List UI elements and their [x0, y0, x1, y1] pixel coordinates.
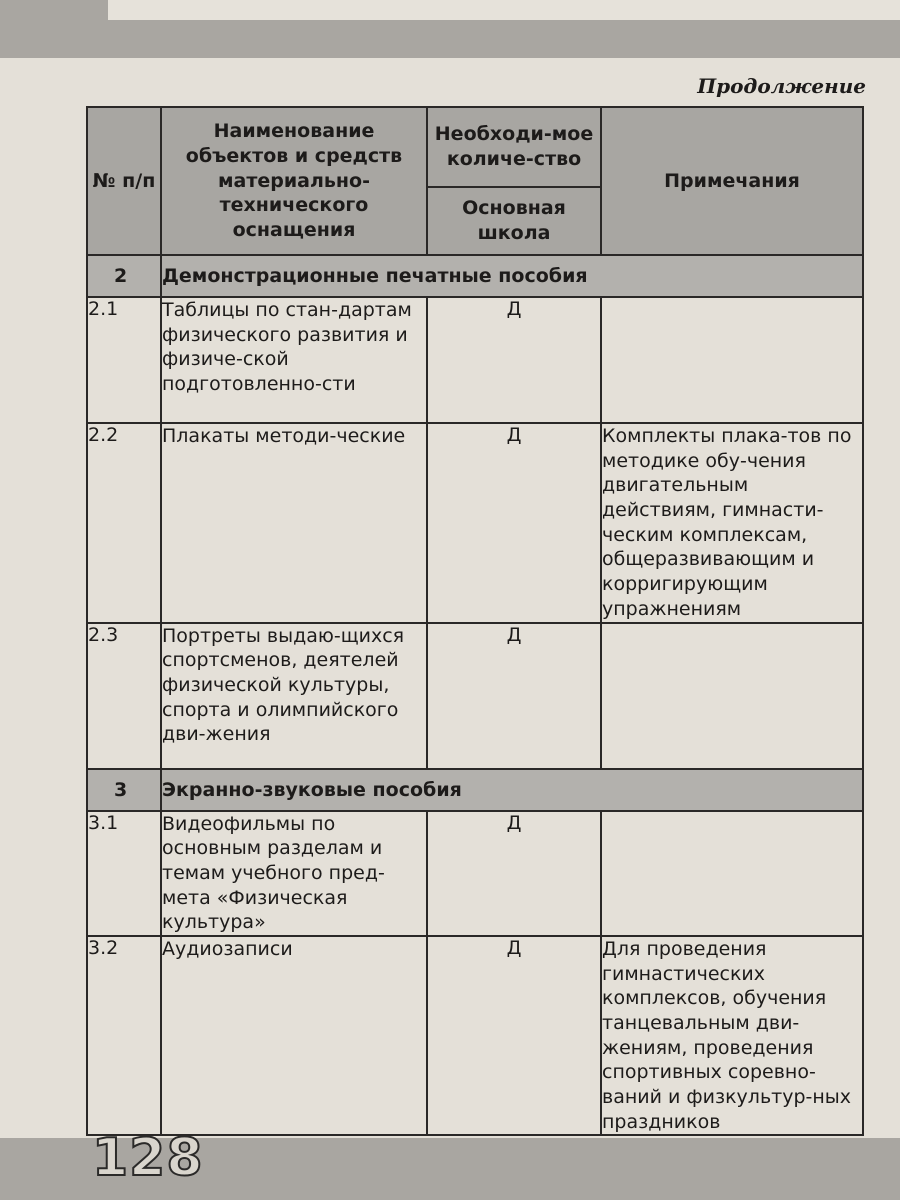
row-name: Портреты выдаю-щихся спортсменов, деятелей физической культуры, спорта и олимпийского дви-жения: [161, 623, 427, 769]
row-qty: Д: [427, 423, 601, 623]
continued-label: Продолжение: [697, 74, 866, 98]
row-note: [601, 811, 863, 936]
row-num: 3.1: [87, 811, 161, 936]
table-row: [87, 936, 863, 1136]
header-name: Наименование объектов и средств материально-технического оснащения: [161, 107, 427, 255]
header-num: № п/п: [87, 107, 161, 255]
table-row: [87, 297, 863, 423]
row-note: [601, 297, 863, 423]
top-band: [0, 0, 900, 58]
row-name: Видеофильмы по основным разделам и темам учебного пред-мета «Физическая культура»: [161, 811, 427, 936]
row-name: Плакаты методи-ческие: [161, 423, 427, 623]
page-number: 128: [92, 1128, 204, 1188]
section-num: 3: [87, 769, 161, 811]
row-name: Аудиозаписи: [161, 936, 427, 1136]
header-qty-sub: Основная школа: [427, 187, 601, 255]
table-row: [87, 811, 863, 936]
row-name: Таблицы по стан-дартам физического развития и физиче-ской подготовленно-сти: [161, 297, 427, 423]
row-qty: Д: [427, 811, 601, 936]
header-notes: Примечания: [601, 107, 863, 255]
section-row: [87, 255, 863, 297]
row-note: [601, 623, 863, 769]
table-row: [87, 623, 863, 769]
table-row: [87, 423, 863, 623]
row-num: 2.3: [87, 623, 161, 769]
row-num: 2.2: [87, 423, 161, 623]
equipment-table: [86, 106, 864, 1136]
row-num: 3.2: [87, 936, 161, 1136]
section-row: [87, 769, 863, 811]
row-note: Для проведения гимнастических комплексов, обучения танцевальным дви-жениям, проведения спортивных соревно-ваний и физкультур-ных праздников: [601, 936, 863, 1136]
section-title: Экранно-звуковые пособия: [161, 769, 863, 811]
section-num: 2: [87, 255, 161, 297]
row-qty: Д: [427, 297, 601, 423]
row-num: 2.1: [87, 297, 161, 423]
section-title: Демонстрационные печатные пособия: [161, 255, 863, 297]
row-qty: Д: [427, 936, 601, 1136]
header-qty: Необходи-мое количе-ство: [427, 107, 601, 187]
row-qty: Д: [427, 623, 601, 769]
row-note: Комплекты плака-тов по методике обу-чения двигательным действиям, гимнасти-ческим комплексам, общеразвивающим и корригирующим упражнениям: [601, 423, 863, 623]
